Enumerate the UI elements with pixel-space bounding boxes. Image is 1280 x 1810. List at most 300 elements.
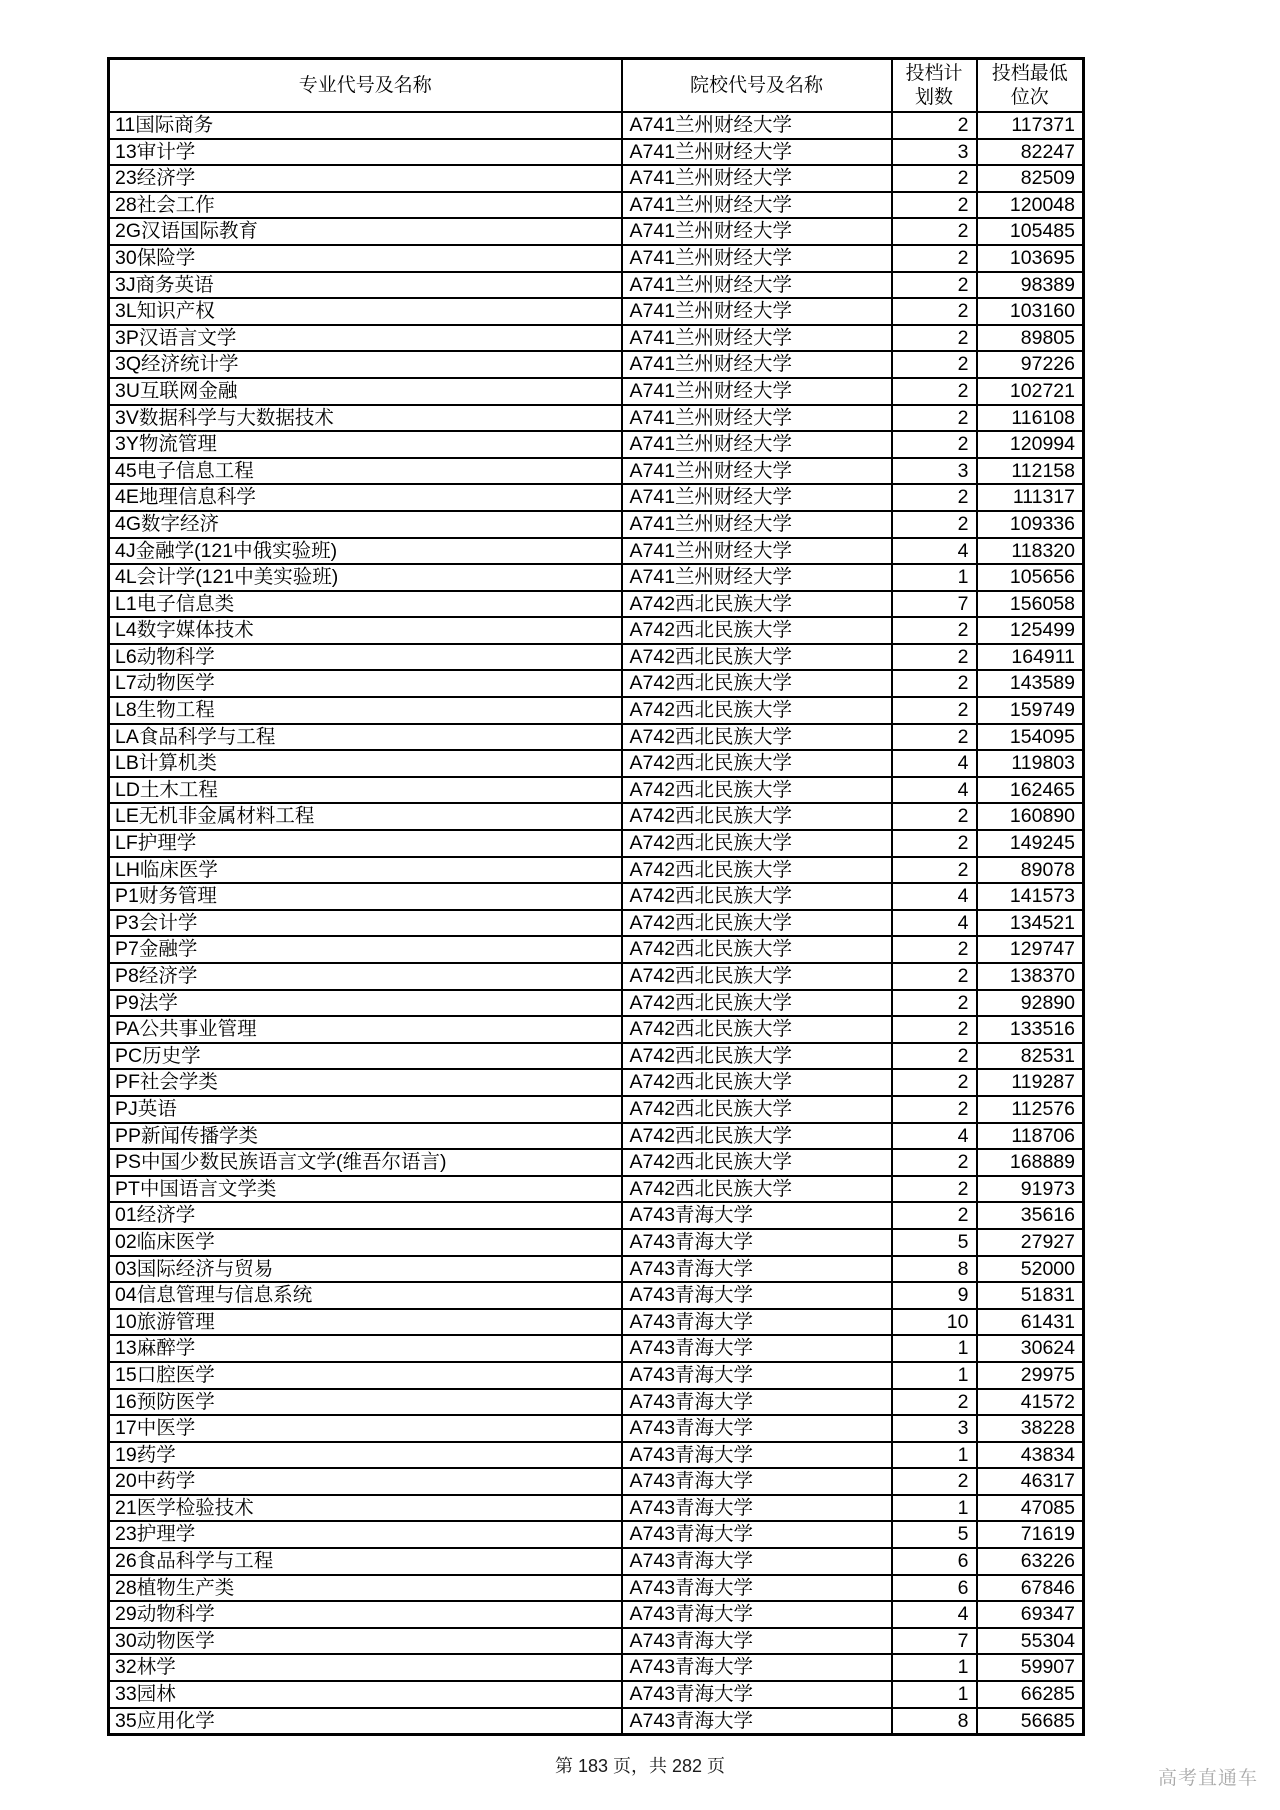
table-row — [109, 1468, 1084, 1495]
min-rank-cell: 118320 — [977, 538, 1084, 565]
major-cell: 28植物生产类 — [109, 1575, 622, 1602]
major-cell: 16预防医学 — [109, 1389, 622, 1416]
institution-cell: A742西北民族大学 — [622, 1149, 892, 1176]
table-row — [109, 484, 1084, 511]
min-rank-cell: 66285 — [977, 1681, 1084, 1708]
table-row — [109, 165, 1084, 192]
min-rank-cell: 47085 — [977, 1495, 1084, 1522]
table-row — [109, 192, 1084, 219]
min-rank-cell: 103695 — [977, 245, 1084, 272]
institution-cell: A742西北民族大学 — [622, 670, 892, 697]
min-rank-cell: 125499 — [977, 617, 1084, 644]
plan-count-cell: 4 — [892, 883, 977, 910]
major-cell: 3P汉语言文学 — [109, 325, 622, 352]
major-cell: LH临床医学 — [109, 857, 622, 884]
column-header-min-rank-line1: 投档最低 — [991, 62, 1068, 84]
table-row — [109, 511, 1084, 538]
major-cell: 13审计学 — [109, 139, 622, 166]
institution-cell: A741兰州财经大学 — [622, 245, 892, 272]
table-row — [109, 1628, 1084, 1655]
major-cell: PT中国语言文学类 — [109, 1176, 622, 1203]
plan-count-cell: 2 — [892, 857, 977, 884]
table-row — [109, 1442, 1084, 1469]
major-cell: 3U互联网金融 — [109, 378, 622, 405]
min-rank-cell: 119803 — [977, 750, 1084, 777]
plan-count-cell: 2 — [892, 617, 977, 644]
major-cell: 10旅游管理 — [109, 1309, 622, 1336]
plan-count-cell: 1 — [892, 1654, 977, 1681]
watermark: 高考直通车 — [1157, 1768, 1258, 1789]
table-row — [109, 1681, 1084, 1708]
plan-count-cell: 2 — [892, 724, 977, 751]
table-row — [109, 1229, 1084, 1256]
min-rank-cell: 141573 — [977, 883, 1084, 910]
plan-count-cell: 2 — [892, 990, 977, 1017]
institution-cell: A743青海大学 — [622, 1495, 892, 1522]
table-row — [109, 1415, 1084, 1442]
table-row — [109, 458, 1084, 485]
min-rank-cell: 82509 — [977, 165, 1084, 192]
institution-cell: A743青海大学 — [622, 1309, 892, 1336]
table-row — [109, 1043, 1084, 1070]
plan-count-cell: 3 — [892, 139, 977, 166]
table-row — [109, 750, 1084, 777]
table-row — [109, 564, 1084, 591]
min-rank-cell: 35616 — [977, 1202, 1084, 1229]
institution-cell: A742西北民族大学 — [622, 830, 892, 857]
plan-count-cell: 2 — [892, 1016, 977, 1043]
institution-cell: A743青海大学 — [622, 1362, 892, 1389]
min-rank-cell: 138370 — [977, 963, 1084, 990]
major-cell: P1财务管理 — [109, 883, 622, 910]
table-row — [109, 644, 1084, 671]
column-header-institution: 院校代号及名称 — [622, 59, 892, 113]
plan-count-cell: 2 — [892, 405, 977, 432]
institution-cell: A741兰州财经大学 — [622, 564, 892, 591]
plan-count-cell: 2 — [892, 192, 977, 219]
table-body — [109, 112, 1084, 1735]
min-rank-cell: 46317 — [977, 1468, 1084, 1495]
plan-count-cell: 10 — [892, 1309, 977, 1336]
column-header-plan-count — [892, 59, 977, 113]
table-row — [109, 1123, 1084, 1150]
min-rank-cell: 116108 — [977, 405, 1084, 432]
institution-cell: A742西北民族大学 — [622, 591, 892, 618]
plan-count-cell: 2 — [892, 963, 977, 990]
plan-count-cell: 2 — [892, 218, 977, 245]
institution-cell: A743青海大学 — [622, 1202, 892, 1229]
major-cell: LD土木工程 — [109, 777, 622, 804]
plan-count-cell: 2 — [892, 830, 977, 857]
plan-count-cell: 7 — [892, 1628, 977, 1655]
plan-count-cell: 1 — [892, 1442, 977, 1469]
table-row — [109, 670, 1084, 697]
table-header — [109, 59, 1084, 113]
min-rank-cell: 134521 — [977, 910, 1084, 937]
major-cell: 23经济学 — [109, 165, 622, 192]
plan-count-cell: 2 — [892, 1043, 977, 1070]
table-row — [109, 1309, 1084, 1336]
plan-count-cell: 2 — [892, 1468, 977, 1495]
column-header-min-rank — [977, 59, 1084, 113]
min-rank-cell: 119287 — [977, 1069, 1084, 1096]
institution-cell: A742西北民族大学 — [622, 1176, 892, 1203]
plan-count-cell: 3 — [892, 1415, 977, 1442]
major-cell: 11国际商务 — [109, 112, 622, 139]
institution-cell: A742西北民族大学 — [622, 857, 892, 884]
major-cell: 01经济学 — [109, 1202, 622, 1229]
min-rank-cell: 89078 — [977, 857, 1084, 884]
institution-cell: A741兰州财经大学 — [622, 139, 892, 166]
plan-count-cell: 4 — [892, 777, 977, 804]
min-rank-cell: 168889 — [977, 1149, 1084, 1176]
table-row — [109, 298, 1084, 325]
plan-count-cell: 2 — [892, 511, 977, 538]
plan-count-cell: 2 — [892, 1149, 977, 1176]
plan-count-cell: 2 — [892, 378, 977, 405]
min-rank-cell: 69347 — [977, 1601, 1084, 1628]
table-row — [109, 1069, 1084, 1096]
table-row — [109, 1521, 1084, 1548]
institution-cell: A741兰州财经大学 — [622, 511, 892, 538]
column-header-min-rank-line2: 位次 — [1010, 86, 1049, 108]
plan-count-cell: 2 — [892, 803, 977, 830]
min-rank-cell: 92890 — [977, 990, 1084, 1017]
min-rank-cell: 109336 — [977, 511, 1084, 538]
major-cell: P9法学 — [109, 990, 622, 1017]
min-rank-cell: 29975 — [977, 1362, 1084, 1389]
major-cell: 2G汉语国际教育 — [109, 218, 622, 245]
institution-cell: A742西北民族大学 — [622, 803, 892, 830]
institution-cell: A743青海大学 — [622, 1681, 892, 1708]
institution-cell: A743青海大学 — [622, 1335, 892, 1362]
min-rank-cell: 159749 — [977, 697, 1084, 724]
plan-count-cell: 2 — [892, 484, 977, 511]
institution-cell: A742西北民族大学 — [622, 936, 892, 963]
table-row — [109, 1016, 1084, 1043]
table-row — [109, 218, 1084, 245]
institution-cell: A742西北民族大学 — [622, 910, 892, 937]
major-cell: LE无机非金属材料工程 — [109, 803, 622, 830]
major-cell: 21医学检验技术 — [109, 1495, 622, 1522]
plan-count-cell: 1 — [892, 1495, 977, 1522]
major-cell: 35应用化学 — [109, 1708, 622, 1735]
plan-count-cell: 2 — [892, 245, 977, 272]
column-header-plan-count-line1: 投档计 — [905, 62, 963, 84]
major-cell: PF社会学类 — [109, 1069, 622, 1096]
min-rank-cell: 118706 — [977, 1123, 1084, 1150]
table-row — [109, 405, 1084, 432]
major-cell: 29动物科学 — [109, 1601, 622, 1628]
min-rank-cell: 120994 — [977, 431, 1084, 458]
table-row — [109, 777, 1084, 804]
major-cell: 02临床医学 — [109, 1229, 622, 1256]
institution-cell: A742西北民族大学 — [622, 617, 892, 644]
table-row — [109, 1389, 1084, 1416]
major-cell: 3V数据科学与大数据技术 — [109, 405, 622, 432]
min-rank-cell: 61431 — [977, 1309, 1084, 1336]
min-rank-cell: 59907 — [977, 1654, 1084, 1681]
plan-count-cell: 3 — [892, 458, 977, 485]
major-cell: L1电子信息类 — [109, 591, 622, 618]
table-row — [109, 1654, 1084, 1681]
min-rank-cell: 43834 — [977, 1442, 1084, 1469]
major-cell: PC历史学 — [109, 1043, 622, 1070]
major-cell: 28社会工作 — [109, 192, 622, 219]
institution-cell: A743青海大学 — [622, 1256, 892, 1283]
institution-cell: A741兰州财经大学 — [622, 165, 892, 192]
plan-count-cell: 2 — [892, 670, 977, 697]
institution-cell: A742西北民族大学 — [622, 724, 892, 751]
plan-count-cell: 2 — [892, 272, 977, 299]
institution-cell: A742西北民族大学 — [622, 1123, 892, 1150]
table-row — [109, 1282, 1084, 1309]
plan-count-cell: 8 — [892, 1256, 977, 1283]
institution-cell: A743青海大学 — [622, 1442, 892, 1469]
table-row — [109, 431, 1084, 458]
table-row — [109, 378, 1084, 405]
major-cell: LB计算机类 — [109, 750, 622, 777]
table-row — [109, 538, 1084, 565]
institution-cell: A742西北民族大学 — [622, 1069, 892, 1096]
major-cell: 26食品科学与工程 — [109, 1548, 622, 1575]
institution-cell: A742西北民族大学 — [622, 644, 892, 671]
min-rank-cell: 164911 — [977, 644, 1084, 671]
institution-cell: A741兰州财经大学 — [622, 192, 892, 219]
institution-cell: A741兰州财经大学 — [622, 378, 892, 405]
institution-cell: A741兰州财经大学 — [622, 325, 892, 352]
institution-cell: A743青海大学 — [622, 1708, 892, 1735]
table-row — [109, 1202, 1084, 1229]
plan-count-cell: 4 — [892, 910, 977, 937]
institution-cell: A743青海大学 — [622, 1229, 892, 1256]
plan-count-cell: 2 — [892, 112, 977, 139]
institution-cell: A742西北民族大学 — [622, 777, 892, 804]
major-cell: PP新闻传播学类 — [109, 1123, 622, 1150]
table-row — [109, 1335, 1084, 1362]
min-rank-cell: 97226 — [977, 351, 1084, 378]
major-cell: 4L会计学(121中美实验班) — [109, 564, 622, 591]
institution-cell: A741兰州财经大学 — [622, 112, 892, 139]
min-rank-cell: 129747 — [977, 936, 1084, 963]
table-row — [109, 351, 1084, 378]
table-row — [109, 245, 1084, 272]
major-cell: 23护理学 — [109, 1521, 622, 1548]
table-row — [109, 990, 1084, 1017]
institution-cell: A743青海大学 — [622, 1548, 892, 1575]
major-cell: 4E地理信息科学 — [109, 484, 622, 511]
min-rank-cell: 98389 — [977, 272, 1084, 299]
table-row — [109, 1548, 1084, 1575]
institution-cell: A742西北民族大学 — [622, 1016, 892, 1043]
major-cell: 3Q经济统计学 — [109, 351, 622, 378]
plan-count-cell: 4 — [892, 538, 977, 565]
min-rank-cell: 91973 — [977, 1176, 1084, 1203]
table-row — [109, 1708, 1084, 1735]
plan-count-cell: 2 — [892, 351, 977, 378]
min-rank-cell: 82247 — [977, 139, 1084, 166]
major-cell: P7金融学 — [109, 936, 622, 963]
major-cell: LA食品科学与工程 — [109, 724, 622, 751]
table-row — [109, 617, 1084, 644]
major-cell: P8经济学 — [109, 963, 622, 990]
major-cell: PJ英语 — [109, 1096, 622, 1123]
min-rank-cell: 56685 — [977, 1708, 1084, 1735]
min-rank-cell: 52000 — [977, 1256, 1084, 1283]
plan-count-cell: 2 — [892, 1096, 977, 1123]
column-header-plan-count-line2: 划数 — [914, 86, 953, 108]
institution-cell: A743青海大学 — [622, 1628, 892, 1655]
institution-cell: A742西北民族大学 — [622, 697, 892, 724]
major-cell: L4数字媒体技术 — [109, 617, 622, 644]
plan-count-cell: 2 — [892, 1389, 977, 1416]
min-rank-cell: 117371 — [977, 112, 1084, 139]
major-cell: 15口腔医学 — [109, 1362, 622, 1389]
table-row — [109, 325, 1084, 352]
plan-count-cell: 1 — [892, 564, 977, 591]
min-rank-cell: 30624 — [977, 1335, 1084, 1362]
plan-count-cell: 2 — [892, 325, 977, 352]
plan-count-cell: 5 — [892, 1229, 977, 1256]
major-cell: 19药学 — [109, 1442, 622, 1469]
min-rank-cell: 160890 — [977, 803, 1084, 830]
table-row — [109, 1575, 1084, 1602]
institution-cell: A743青海大学 — [622, 1282, 892, 1309]
plan-count-cell: 2 — [892, 431, 977, 458]
major-cell: 4J金融学(121中俄实验班) — [109, 538, 622, 565]
min-rank-cell: 41572 — [977, 1389, 1084, 1416]
table-row — [109, 1362, 1084, 1389]
institution-cell: A741兰州财经大学 — [622, 538, 892, 565]
plan-count-cell: 4 — [892, 1123, 977, 1150]
major-cell: 4G数字经济 — [109, 511, 622, 538]
plan-count-cell: 1 — [892, 1335, 977, 1362]
major-cell: 30保险学 — [109, 245, 622, 272]
major-cell: 20中药学 — [109, 1468, 622, 1495]
plan-count-cell: 2 — [892, 936, 977, 963]
major-cell: 30动物医学 — [109, 1628, 622, 1655]
page-number: 第 183 页，共 282 页 — [554, 1756, 726, 1776]
page-footer — [0, 1752, 1280, 1778]
min-rank-cell: 143589 — [977, 670, 1084, 697]
major-cell: L8生物工程 — [109, 697, 622, 724]
institution-cell: A742西北民族大学 — [622, 883, 892, 910]
table-row — [109, 1096, 1084, 1123]
plan-count-cell: 2 — [892, 1202, 977, 1229]
min-rank-cell: 27927 — [977, 1229, 1084, 1256]
institution-cell: A742西北民族大学 — [622, 1043, 892, 1070]
institution-cell: A743青海大学 — [622, 1521, 892, 1548]
table-row — [109, 830, 1084, 857]
plan-count-cell: 9 — [892, 1282, 977, 1309]
plan-count-cell: 1 — [892, 1681, 977, 1708]
plan-count-cell: 8 — [892, 1708, 977, 1735]
institution-cell: A741兰州财经大学 — [622, 272, 892, 299]
plan-count-cell: 2 — [892, 1176, 977, 1203]
min-rank-cell: 82531 — [977, 1043, 1084, 1070]
plan-count-cell: 2 — [892, 1069, 977, 1096]
major-cell: PA公共事业管理 — [109, 1016, 622, 1043]
institution-cell: A743青海大学 — [622, 1654, 892, 1681]
institution-cell: A741兰州财经大学 — [622, 298, 892, 325]
institution-cell: A743青海大学 — [622, 1601, 892, 1628]
min-rank-cell: 133516 — [977, 1016, 1084, 1043]
institution-cell: A743青海大学 — [622, 1389, 892, 1416]
institution-cell: A741兰州财经大学 — [622, 484, 892, 511]
institution-cell: A741兰州财经大学 — [622, 458, 892, 485]
plan-count-cell: 1 — [892, 1362, 977, 1389]
major-cell: 45电子信息工程 — [109, 458, 622, 485]
min-rank-cell: 156058 — [977, 591, 1084, 618]
institution-cell: A742西北民族大学 — [622, 963, 892, 990]
major-cell: 04信息管理与信息系统 — [109, 1282, 622, 1309]
min-rank-cell: 63226 — [977, 1548, 1084, 1575]
plan-count-cell: 2 — [892, 644, 977, 671]
min-rank-cell: 154095 — [977, 724, 1084, 751]
institution-cell: A742西北民族大学 — [622, 990, 892, 1017]
min-rank-cell: 112158 — [977, 458, 1084, 485]
min-rank-cell: 38228 — [977, 1415, 1084, 1442]
table-row — [109, 857, 1084, 884]
min-rank-cell: 103160 — [977, 298, 1084, 325]
table-row — [109, 697, 1084, 724]
min-rank-cell: 102721 — [977, 378, 1084, 405]
major-cell: 3J商务英语 — [109, 272, 622, 299]
column-header-major: 专业代号及名称 — [109, 59, 622, 113]
plan-count-cell: 2 — [892, 165, 977, 192]
major-cell: 13麻醉学 — [109, 1335, 622, 1362]
major-cell: L7动物医学 — [109, 670, 622, 697]
table-row — [109, 883, 1084, 910]
plan-count-cell: 2 — [892, 697, 977, 724]
min-rank-cell: 162465 — [977, 777, 1084, 804]
table-row — [109, 112, 1084, 139]
min-rank-cell: 105485 — [977, 218, 1084, 245]
major-cell: 32林学 — [109, 1654, 622, 1681]
table-row — [109, 139, 1084, 166]
plan-count-cell: 6 — [892, 1548, 977, 1575]
institution-cell: A743青海大学 — [622, 1468, 892, 1495]
min-rank-cell: 120048 — [977, 192, 1084, 219]
table-row — [109, 936, 1084, 963]
major-cell: LF护理学 — [109, 830, 622, 857]
major-cell: 3L知识产权 — [109, 298, 622, 325]
major-cell: 33园林 — [109, 1681, 622, 1708]
major-cell: 03国际经济与贸易 — [109, 1256, 622, 1283]
institution-cell: A741兰州财经大学 — [622, 405, 892, 432]
table-row — [109, 1495, 1084, 1522]
table-row — [109, 963, 1084, 990]
institution-cell: A742西北民族大学 — [622, 750, 892, 777]
plan-count-cell: 5 — [892, 1521, 977, 1548]
table-row — [109, 1256, 1084, 1283]
institution-cell: A742西北民族大学 — [622, 1096, 892, 1123]
min-rank-cell: 55304 — [977, 1628, 1084, 1655]
institution-cell: A741兰州财经大学 — [622, 431, 892, 458]
major-cell: L6动物科学 — [109, 644, 622, 671]
min-rank-cell: 67846 — [977, 1575, 1084, 1602]
table-row — [109, 803, 1084, 830]
table-row — [109, 1601, 1084, 1628]
major-cell: 3Y物流管理 — [109, 431, 622, 458]
table-row — [109, 272, 1084, 299]
table-row — [109, 591, 1084, 618]
min-rank-cell: 112576 — [977, 1096, 1084, 1123]
institution-cell: A741兰州财经大学 — [622, 218, 892, 245]
plan-count-cell: 6 — [892, 1575, 977, 1602]
major-cell: P3会计学 — [109, 910, 622, 937]
plan-count-cell: 4 — [892, 750, 977, 777]
